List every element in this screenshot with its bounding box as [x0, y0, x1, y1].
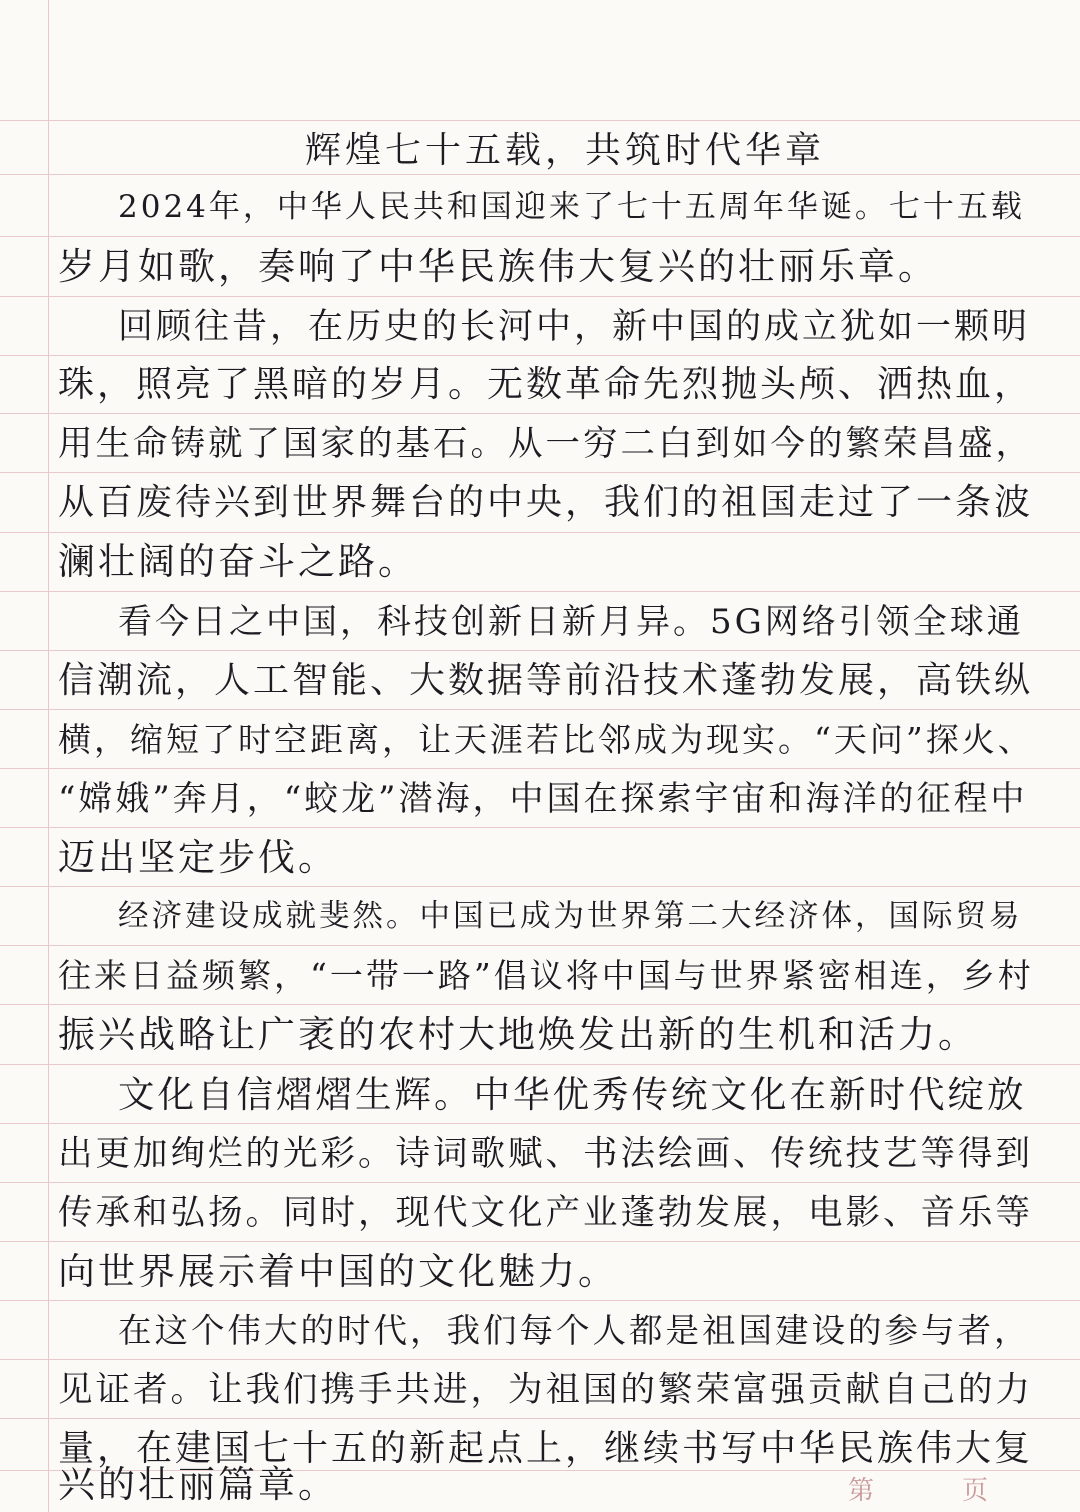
text-line: 兴的壮丽篇章。	[58, 1463, 338, 1506]
text-line: 振兴战略让广袤的农村大地焕发出新的生机和活力。	[58, 1013, 978, 1056]
text-line: 用生命铸就了国家的基石。从一穷二白到如今的繁荣昌盛，	[58, 424, 1033, 464]
ruled-line	[0, 591, 1080, 592]
ruled-line	[0, 650, 1080, 651]
text-line: 澜壮阔的奋斗之路。	[58, 540, 418, 583]
text-line: 量，在建国七十五的新起点上，继续书写中华民族伟大复	[58, 1428, 1034, 1469]
margin-line	[48, 0, 49, 1512]
ruled-line	[0, 236, 1080, 237]
text-line: 经济建设成就斐然。中国已成为世界第二大经济体，国际贸易	[118, 899, 1023, 934]
text-line: “嫦娥”奔月，“蛟龙”潜海，中国在探索宇宙和海洋的征程中	[58, 779, 1028, 819]
text-line: 信潮流，人工智能、大数据等前沿技术蓬勃发展，高铁纵	[58, 660, 1034, 701]
ruled-line	[0, 296, 1080, 297]
text-line: 珠，照亮了黑暗的岁月。无数革命先烈抛头颅、洒热血，	[58, 364, 1034, 405]
ruled-line	[0, 886, 1080, 887]
ruled-line	[0, 1300, 1080, 1301]
essay-title: 辉煌七十五载，共筑时代华章	[305, 130, 826, 171]
text-line: 往来日益频繁，“一带一路”倡议将中国与世界紧密相连，乡村	[58, 956, 1034, 995]
text-line: 岁月如歌，奏响了中华民族伟大复兴的壮丽乐章。	[58, 245, 938, 288]
ruled-line	[0, 768, 1080, 769]
text-line: 在这个伟大的时代，我们每个人都是祖国建设的参与者，	[118, 1311, 1031, 1350]
ruled-line	[0, 1064, 1080, 1065]
text-line: 2024年，中华人民共和国迎来了七十五周年华诞。七十五载	[118, 189, 1025, 225]
text-line: 传承和弘扬。同时，现代文化产业蓬勃发展，电影、音乐等	[58, 1193, 1033, 1233]
ruled-line	[0, 945, 1080, 946]
text-line: 迈出坚定步伐。	[58, 836, 338, 879]
text-line: 向世界展示着中国的文化魅力。	[58, 1250, 618, 1293]
text-line: 看今日之中国，科技创新日新月异。5G网络引领全球通	[118, 602, 1024, 642]
ruled-line	[0, 1182, 1080, 1183]
text-line: 横，缩短了时空距离，让天涯若比邻成为现实。“天问”探火、	[58, 720, 1034, 759]
ruled-line	[0, 1418, 1080, 1419]
ruled-line	[0, 1004, 1080, 1005]
text-line: 文化自信熠熠生辉。中华优秀传统文化在新时代绽放	[118, 1073, 1027, 1116]
ruled-line	[0, 120, 1080, 121]
ruled-line	[0, 472, 1080, 473]
text-line: 从百废待兴到世界舞台的中央，我们的祖国走过了一条波	[58, 482, 1034, 523]
text-line: 见证者。让我们携手共进，为祖国的繁荣富强贡献自己的力	[58, 1370, 1033, 1410]
ruled-line	[0, 1123, 1080, 1124]
ruled-line	[0, 827, 1080, 828]
text-line: 回顾往昔，在历史的长河中，新中国的成立犹如一颗明	[118, 307, 1031, 347]
ruled-line	[0, 532, 1080, 533]
ruled-line	[0, 413, 1080, 414]
text-line: 出更加绚烂的光彩。诗词歌赋、书法绘画、传统技艺等得到	[58, 1134, 1033, 1174]
page-label-right: 页	[962, 1476, 989, 1506]
ruled-line	[0, 1241, 1080, 1242]
page-label-left: 第	[848, 1476, 875, 1506]
ruled-line	[0, 709, 1080, 710]
ruled-line	[0, 1359, 1080, 1360]
ruled-line	[0, 355, 1080, 356]
